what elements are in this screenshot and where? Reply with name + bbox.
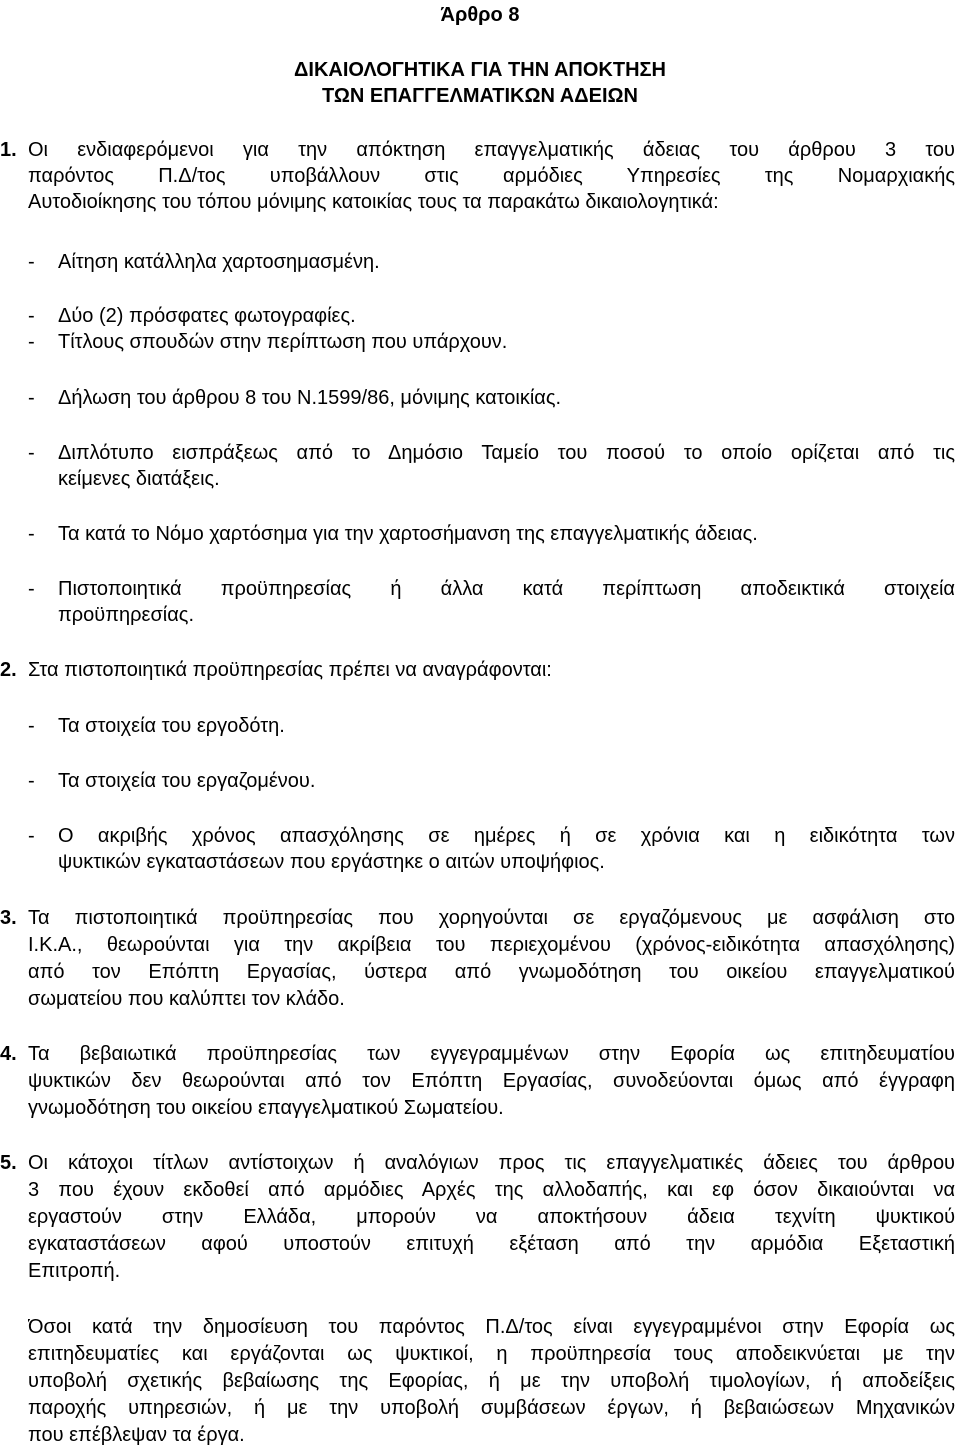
list-item-continuation: κείμενες διατάξεις. bbox=[58, 468, 220, 490]
section-4-number: 4. bbox=[0, 1043, 17, 1065]
closing-line-2: επιτηδευματίες και εργάζονται ως ψυκτικοί, η προϋπηρεσία τους αποδεικνύεται με την bbox=[28, 1343, 955, 1365]
list-item-text: Διπλότυπο εισπράξεως από το Δημόσιο Ταμείο του ποσού το οποίο ορίζεται από τις bbox=[58, 442, 955, 464]
section-1-number: 1. bbox=[0, 139, 17, 161]
dash: - bbox=[28, 387, 35, 409]
section-3-number: 3. bbox=[0, 907, 17, 929]
list-item bbox=[28, 576, 955, 602]
list-item bbox=[28, 521, 758, 547]
section-4-line-2: ψυκτικών δεν θεωρούνται από τον Επόπτη Εργασίας, συνοδεύονται όμως από έγγραφη bbox=[28, 1070, 955, 1092]
section-2-line-1 bbox=[0, 657, 552, 683]
closing-line-1: Όσοι κατά την δημοσίευση του παρόντος Π.Δ/τος είναι εγγεγραμμένοι στην Εφορία ως bbox=[28, 1316, 955, 1338]
dash: - bbox=[28, 770, 35, 792]
heading-line-1: ΔΙΚΑΙΟΛΟΓΗΤΙΚΑ ΓΙΑ ΤΗΝ ΑΠΟΚΤΗΣΗ bbox=[294, 59, 666, 81]
list-item bbox=[28, 713, 285, 739]
section-5-line-4: εγκαταστάσεων αφού υποστούν επιτυχή εξέταση από την αρμόδια Εξεταστική bbox=[28, 1233, 955, 1255]
section-5-number: 5. bbox=[0, 1152, 17, 1174]
list-item bbox=[28, 768, 315, 794]
section-1-line-3: Αυτοδιοίκησης του τόπου μόνιμης κατοικίας τους τα παρακάτω δικαιολογητικά: bbox=[28, 191, 719, 213]
dash: - bbox=[28, 331, 35, 353]
section-4-line-3: γνωμοδότηση του οικείου επαγγελματικού Σωματείου. bbox=[28, 1097, 504, 1119]
closing-line-3: υποβολή σχετικής βεβαίωσης της Εφορίας, ή με την υποβολή τιμολογίων, ή αποδείξεις bbox=[28, 1370, 955, 1392]
section-3-line-4: σωματείου που καλύπτει τον κλάδο. bbox=[28, 988, 345, 1010]
closing-line-4: παροχής υπηρεσιών, ή με την υποβολή συμβάσεων έργων, ή βεβαιώσεων Μηχανικών bbox=[28, 1397, 955, 1419]
section-5-text-1: Οι κάτοχοι τίτλων αντίστοιχων ή αναλόγιων προς τις επαγγελματικές άδειες του άρθρου bbox=[28, 1152, 955, 1174]
list-item-text: Ο ακριβής χρόνος απασχόλησης σε ημέρες ή σε χρόνια και η ειδικότητα των bbox=[58, 825, 955, 847]
list-item bbox=[28, 329, 507, 355]
section-1-line-1 bbox=[0, 137, 955, 163]
section-2-number: 2. bbox=[0, 659, 17, 681]
dash: - bbox=[28, 715, 35, 737]
section-2-text-1: Στα πιστοποιητικά προϋπηρεσίας πρέπει να αναγράφονται: bbox=[28, 659, 552, 681]
section-3-line-2: Ι.Κ.Α., θεωρούνται για την ακρίβεια του περιεχομένου (χρόνος-ειδικότητα απασχόλησης) bbox=[28, 934, 955, 956]
section-5-line-1 bbox=[0, 1150, 955, 1176]
dash: - bbox=[28, 251, 35, 273]
dash: - bbox=[28, 825, 35, 847]
section-3-text-1: Τα πιστοποιητικά προϋπηρεσίας που χορηγούνται σε εργαζόμενους με ασφάλιση στο bbox=[28, 907, 955, 929]
section-3-line-3: από τον Επόπτη Εργασίας, ύστερα από γνωμοδότηση του οικείου επαγγελματικού bbox=[28, 961, 955, 983]
list-item-text: Τα στοιχεία του εργαζομένου. bbox=[58, 770, 316, 792]
heading-line-2: ΤΩΝ ΕΠΑΓΓΕΛΜΑΤΙΚΩΝ ΑΔΕΙΩΝ bbox=[322, 85, 638, 107]
section-5-line-5: Επιτροπή. bbox=[28, 1260, 121, 1282]
dash: - bbox=[28, 442, 35, 464]
section-1-line-2: παρόντος Π.Δ/τος υποβάλλουν στις αρμόδιες Υπηρεσίες της Νομαρχιακής bbox=[28, 165, 955, 187]
section-5-line-3: εργαστούν στην Ελλάδα, μπορούν να αποκτήσουν άδεια τεχνίτη ψυκτικού bbox=[28, 1206, 955, 1228]
section-1-text-1: Οι ενδιαφερόμενοι για την απόκτηση επαγγελματικής άδειας του άρθρου 3 του bbox=[28, 139, 955, 161]
list-item-continuation: προϋπηρεσίας. bbox=[58, 604, 194, 626]
section-4-text-1: Τα βεβαιωτικά προϋπηρεσίας των εγγεγραμμένων στην Εφορία ως επιτηδευματίου bbox=[28, 1043, 955, 1065]
closing-line-5: που επέβλεψαν τα έργα. bbox=[28, 1424, 245, 1446]
list-item bbox=[28, 823, 955, 849]
list-item-text: Δύο (2) πρόσφατες φωτογραφίες. bbox=[58, 305, 356, 327]
list-item-text: Αίτηση κατάλληλα χαρτοσημασμένη. bbox=[58, 251, 380, 273]
list-item-text: Πιστοποιητικά προϋπηρεσίας ή άλλα κατά περίπτωση αποδεικτικά στοιχεία bbox=[58, 578, 955, 600]
dash: - bbox=[28, 523, 35, 545]
section-5-line-2: 3 που έχουν εκδοθεί από αρμόδιες Αρχές της αλλοδαπής, και εφ όσον δικαιούνται να bbox=[28, 1179, 955, 1201]
section-3-line-1 bbox=[0, 905, 955, 931]
list-item-text: Δήλωση του άρθρου 8 του Ν.1599/86, μόνιμης κατοικίας. bbox=[58, 387, 562, 409]
list-item bbox=[28, 385, 561, 411]
list-item-text: Τα κατά το Νόμο χαρτόσημα για την χαρτοσήμανση της επαγγελματικής άδειας. bbox=[58, 523, 758, 545]
dash: - bbox=[28, 578, 35, 600]
list-item-text: Τα στοιχεία του εργοδότη. bbox=[58, 715, 285, 737]
article-title: Άρθρο 8 bbox=[440, 4, 520, 26]
list-item bbox=[28, 440, 955, 466]
dash: - bbox=[28, 305, 35, 327]
list-item bbox=[28, 303, 356, 329]
list-item-continuation: ψυκτικών εγκαταστάσεων που εργάστηκε ο αιτών υποψήφιος. bbox=[58, 851, 605, 873]
list-item bbox=[28, 249, 380, 275]
list-item-text: Τίτλους σπουδών στην περίπτωση που υπάρχουν. bbox=[58, 331, 508, 353]
section-4-line-1 bbox=[0, 1041, 955, 1067]
